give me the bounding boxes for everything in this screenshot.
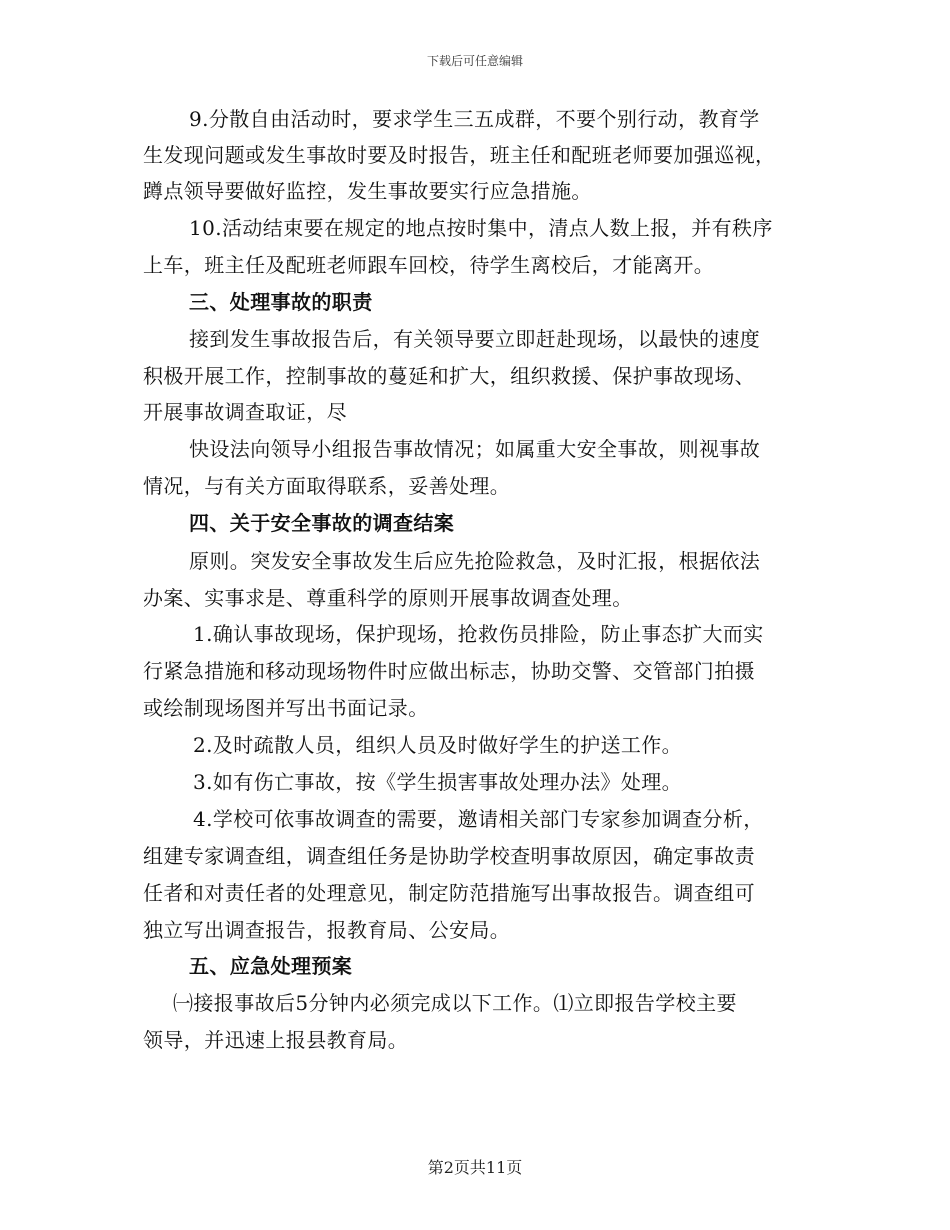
body-text-line: 3.如有伤亡事故，按《学生损害事故处理办法》处理。	[193, 770, 683, 794]
body-text-line: 上车，班主任及配班老师跟车回校，待学生离校后，才能离开。	[143, 253, 715, 277]
body-text-line: 2.及时疏散人员，组织人员及时做好学生的护送工作。	[193, 733, 683, 757]
body-text-line: 接到发生事故报告后，有关领导要立即赶赴现场，以最快的速度	[189, 327, 761, 351]
body-text-line: 9.分散自由活动时，要求学生三五成群，不要个别行动，教育学	[189, 107, 760, 131]
page-footer: 第2页共11页	[427, 1158, 523, 1177]
body-text-line: ㈠接报事故后5分钟内必须完成以下工作。⑴立即报告学校主要	[173, 991, 737, 1015]
body-text-line: 4.学校可依事故调查的需要，邀请相关部门专家参加调查分析，	[193, 807, 764, 831]
section-heading: 三、处理事故的职责	[189, 290, 373, 314]
body-text-line: 生发现问题或发生事故时要及时报告，班主任和配班老师要加强巡视，	[143, 143, 776, 167]
body-text-line: 领导，并迅速上报县教育局。	[143, 1028, 409, 1052]
body-text-line: 1.确认事故现场，保护现场，抢救伤员排险，防止事态扩大而实	[193, 622, 764, 646]
body-text-line: 蹲点领导要做好监控，发生事故要实行应急措施。	[143, 179, 592, 203]
section-heading: 四、关于安全事故的调查结案	[189, 511, 455, 535]
body-text-line: 独立写出调查报告，报教育局、公安局。	[143, 918, 511, 942]
page-header: 下载后可任意编辑	[426, 54, 523, 68]
body-text-line: 10.活动结束要在规定的地点按时集中，清点人数上报，并有秩序	[189, 216, 773, 240]
body-text-line: 原则。突发安全事故发生后应先抢险救急，及时汇报，根据依法	[189, 549, 761, 573]
body-text-line: 行紧急措施和移动现场物件时应做出标志，协助交警、交管部门拍摄	[143, 659, 755, 683]
body-text-line: 任者和对责任者的处理意见，制定防范措施写出事故报告。调查组可	[143, 881, 755, 905]
body-text-line: 组建专家调查组，调查组任务是协助学校查明事故原因，确定事故责	[143, 844, 755, 868]
body-text-line: 办案、实事求是、尊重科学的原则开展事故调查处理。	[143, 586, 633, 610]
body-text-line: 开展事故调查取证，尽	[143, 400, 347, 424]
body-text-line: 快设法向领导小组报告事故情况；如属重大安全事故，则视事故	[189, 437, 761, 461]
body-text-line: 情况，与有关方面取得联系，妥善处理。	[143, 474, 511, 498]
body-text-line: 或绘制现场图并写出书面记录。	[143, 696, 429, 720]
body-text-line: 积极开展工作，控制事故的蔓延和扩大，组织救援、保护事故现场、	[143, 364, 755, 388]
section-heading: 五、应急处理预案	[189, 954, 353, 978]
